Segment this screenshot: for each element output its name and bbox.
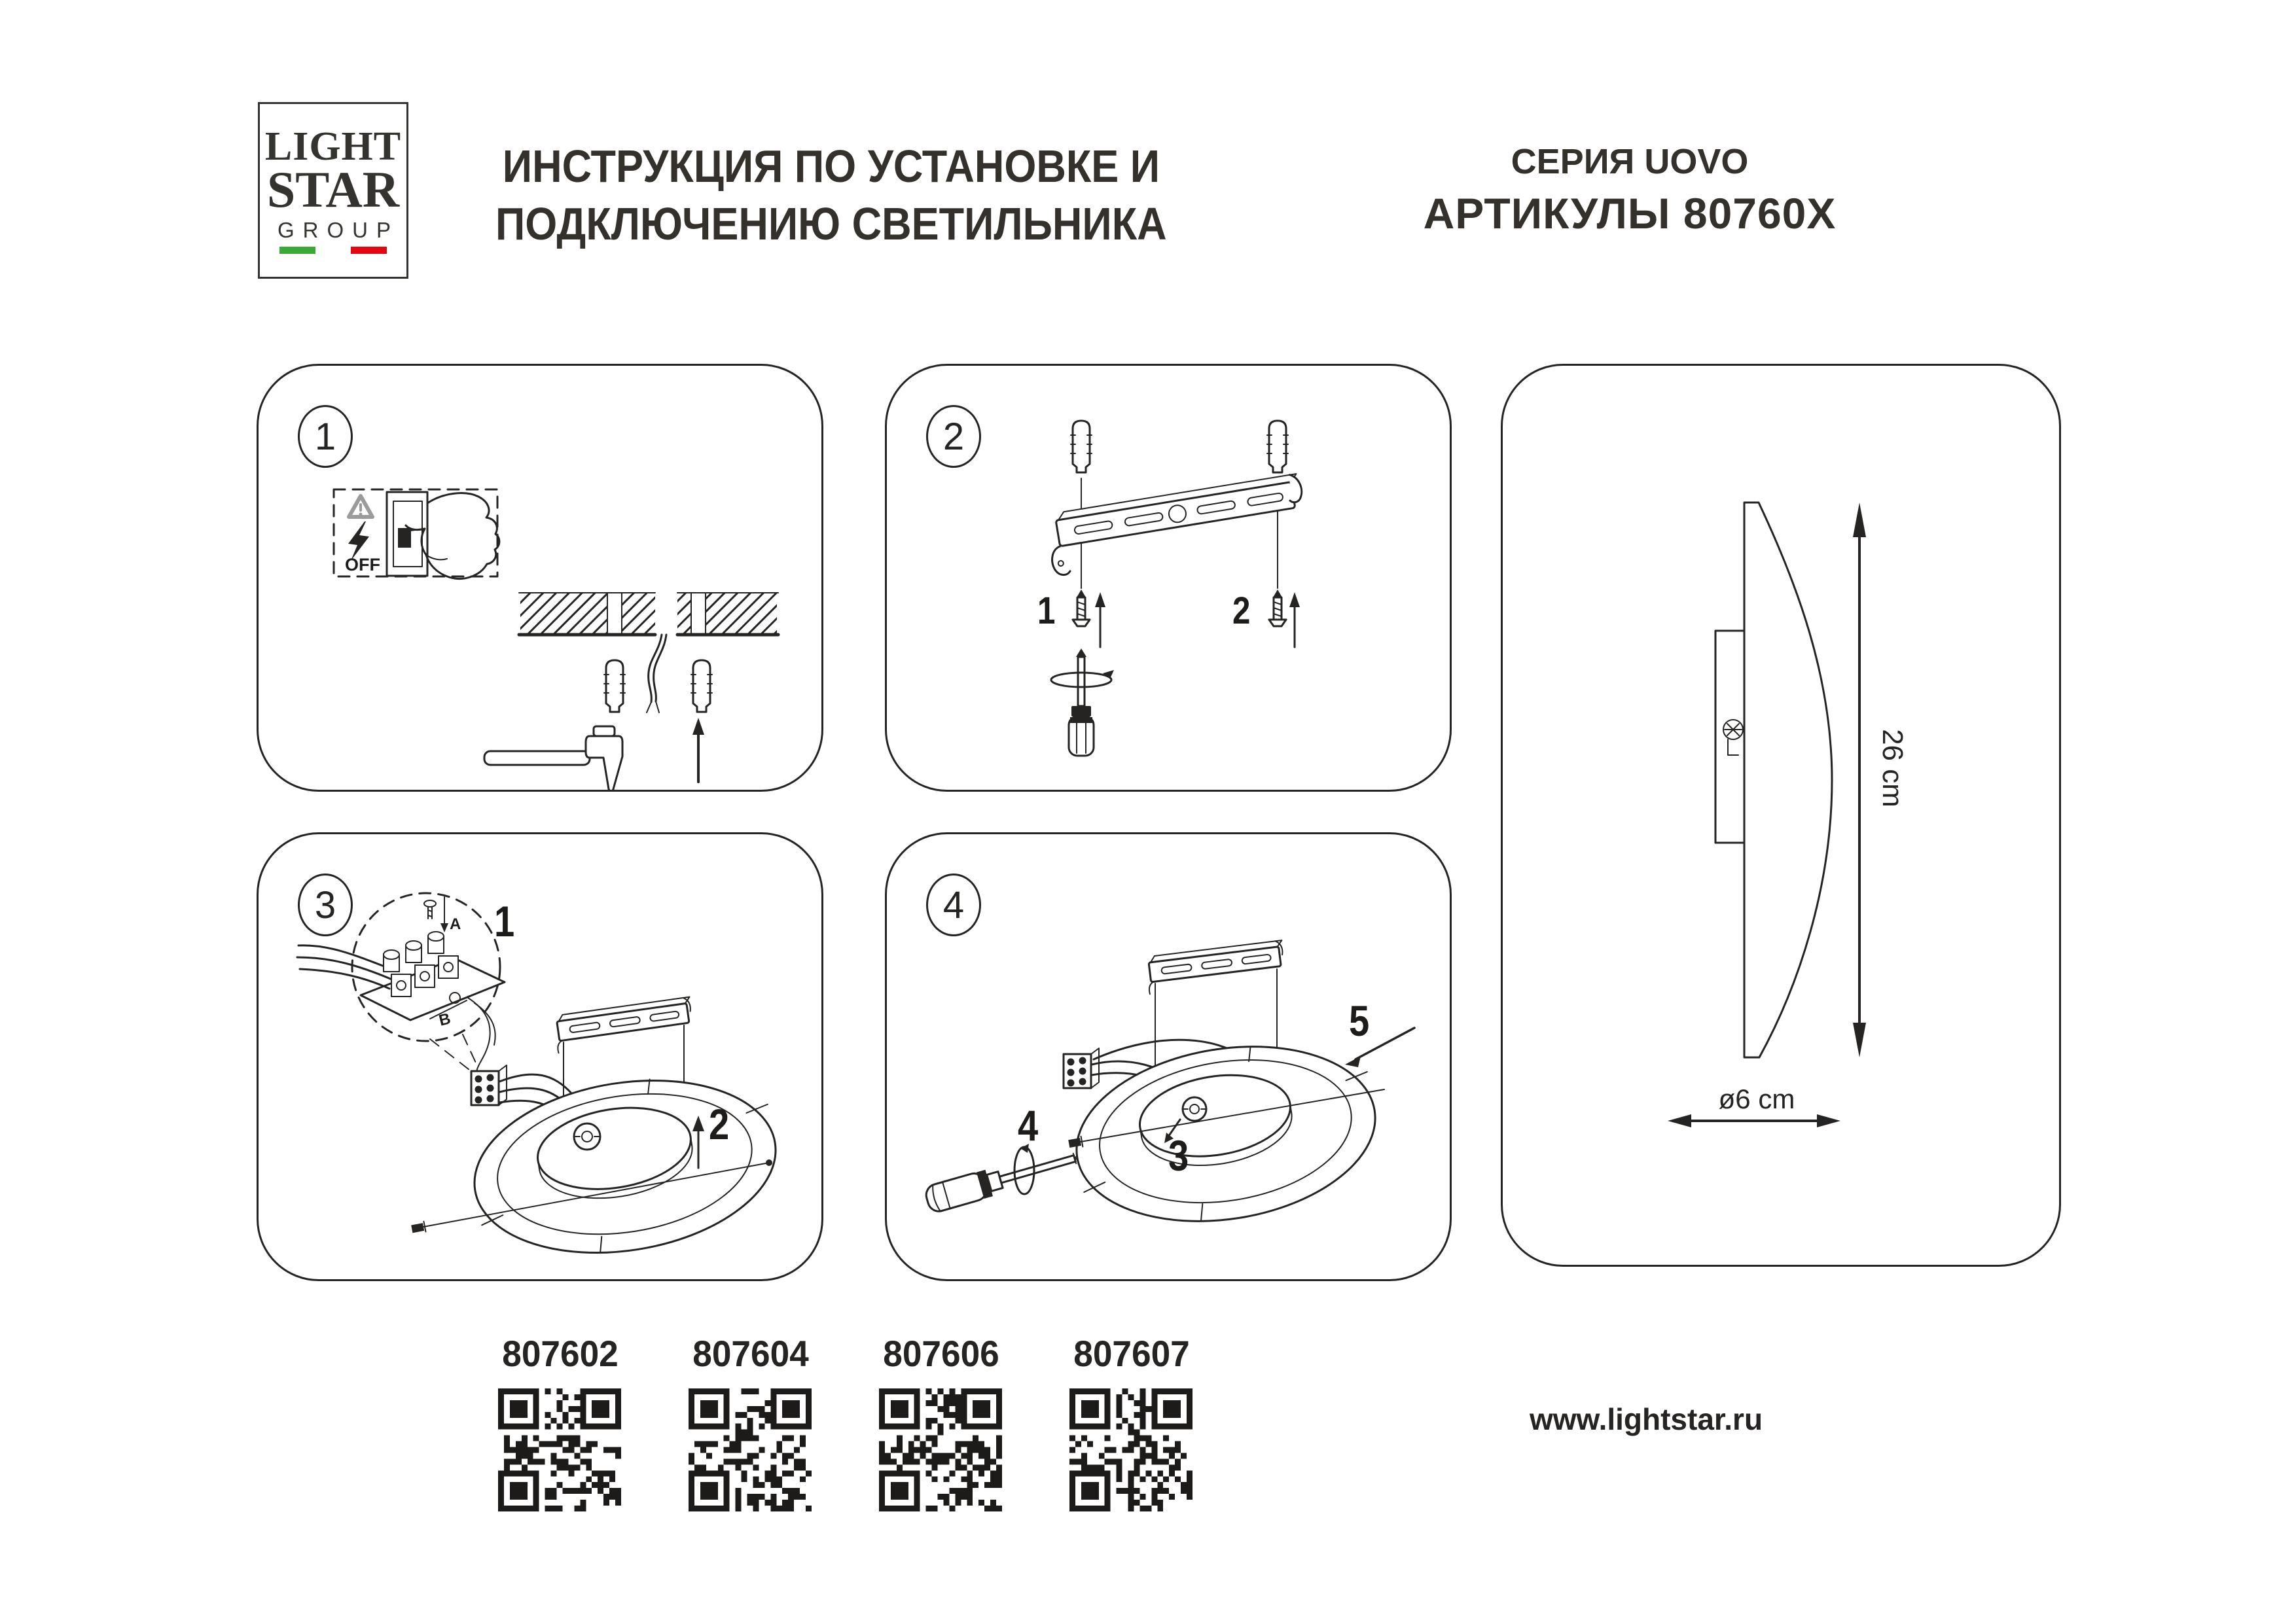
lamp-holder [1183, 1097, 1206, 1121]
logo-word-star: STAR [266, 161, 400, 218]
hammer-icon [484, 726, 622, 790]
step3-number: 3 [298, 874, 353, 936]
lamp-side-profile [1503, 366, 2059, 1265]
wall-anchor-2 [1267, 421, 1288, 472]
dimensions-panel [1501, 364, 2061, 1267]
wall-anchor-left [604, 660, 625, 712]
bracket-on-lamp [553, 997, 694, 1053]
screwdriver-icon [1051, 648, 1114, 756]
articles-label: АРТИКУЛЫ 80760X [1423, 189, 1837, 238]
article-code-1: 807602 [502, 1333, 619, 1374]
screw1-label: 1 [1037, 590, 1054, 632]
lamp-base [462, 1060, 788, 1273]
diameter-dimension-label: ø6 cm [1718, 1084, 1795, 1114]
height-dimension-label: 26 cm [1876, 729, 1909, 807]
qr-code-807602 [498, 1388, 621, 1511]
mounting-bracket [1045, 473, 1309, 576]
title-line-1: ИНСТРУКЦИЯ ПО УСТАНОВКЕ И [502, 141, 1160, 192]
step3-panel [257, 832, 823, 1281]
height-dimension-arrow [1853, 503, 1866, 1057]
lamp-profile [1744, 503, 1832, 1057]
drill-hole-left [607, 593, 622, 635]
lamp-base [1064, 1027, 1388, 1242]
bracket-label: 2 [709, 1100, 728, 1148]
lamp-holder [574, 1123, 600, 1150]
article-code-3: 807606 [883, 1333, 999, 1374]
qr-code-807606 [879, 1388, 1002, 1511]
logo-word-light: LIGHT [264, 124, 402, 169]
screw-1 [1073, 590, 1090, 626]
off-label: OFF [345, 555, 380, 574]
qr-code-807604 [689, 1388, 812, 1511]
article-code-4: 807607 [1073, 1333, 1190, 1374]
screw2-label: 2 [1232, 590, 1249, 632]
cover-label: 5 [1349, 997, 1369, 1045]
article-code-2: 807604 [692, 1333, 809, 1374]
step1-panel [257, 364, 823, 792]
screwdriver-label: 4 [1018, 1101, 1037, 1150]
diameter-dimension-arrow [1668, 1114, 1840, 1127]
terminal-block [1064, 1048, 1099, 1088]
screw-2 [1269, 590, 1286, 626]
drill-hole-right [691, 593, 706, 635]
step2-panel [885, 364, 1452, 792]
title-line-2: ПОДКЛЮЧЕНИЮ СВЕТИЛЬНИКА [495, 198, 1167, 249]
terminal-a-label: A [450, 915, 461, 933]
screwdriver-icon [924, 1142, 1088, 1214]
logo-word-group: GROUP [277, 218, 399, 242]
ring-label: 3 [1168, 1131, 1188, 1180]
page-title [406, 137, 1257, 253]
step4-number: 4 [926, 874, 981, 936]
callout-label: 1 [494, 897, 514, 945]
ceiling-hatch-left [520, 593, 655, 635]
wall-anchor-1 [1071, 421, 1092, 472]
bracket-on-lamp [1145, 940, 1287, 994]
series-label: СЕРИЯ UOVO [1511, 142, 1749, 181]
qr-code-807607 [1069, 1388, 1193, 1511]
italian-flag-icon [279, 247, 387, 254]
lightstar-logo [258, 102, 408, 279]
terminal-block [471, 1065, 507, 1105]
step4-panel [885, 832, 1452, 1281]
website-link: www.lightstar.ru [1529, 1402, 1763, 1436]
step2-number: 2 [926, 405, 981, 468]
wall-anchor-right [691, 660, 712, 712]
terminal-b-label: B [437, 1010, 453, 1030]
mains-wires [647, 635, 666, 713]
step1-number: 1 [298, 405, 353, 468]
